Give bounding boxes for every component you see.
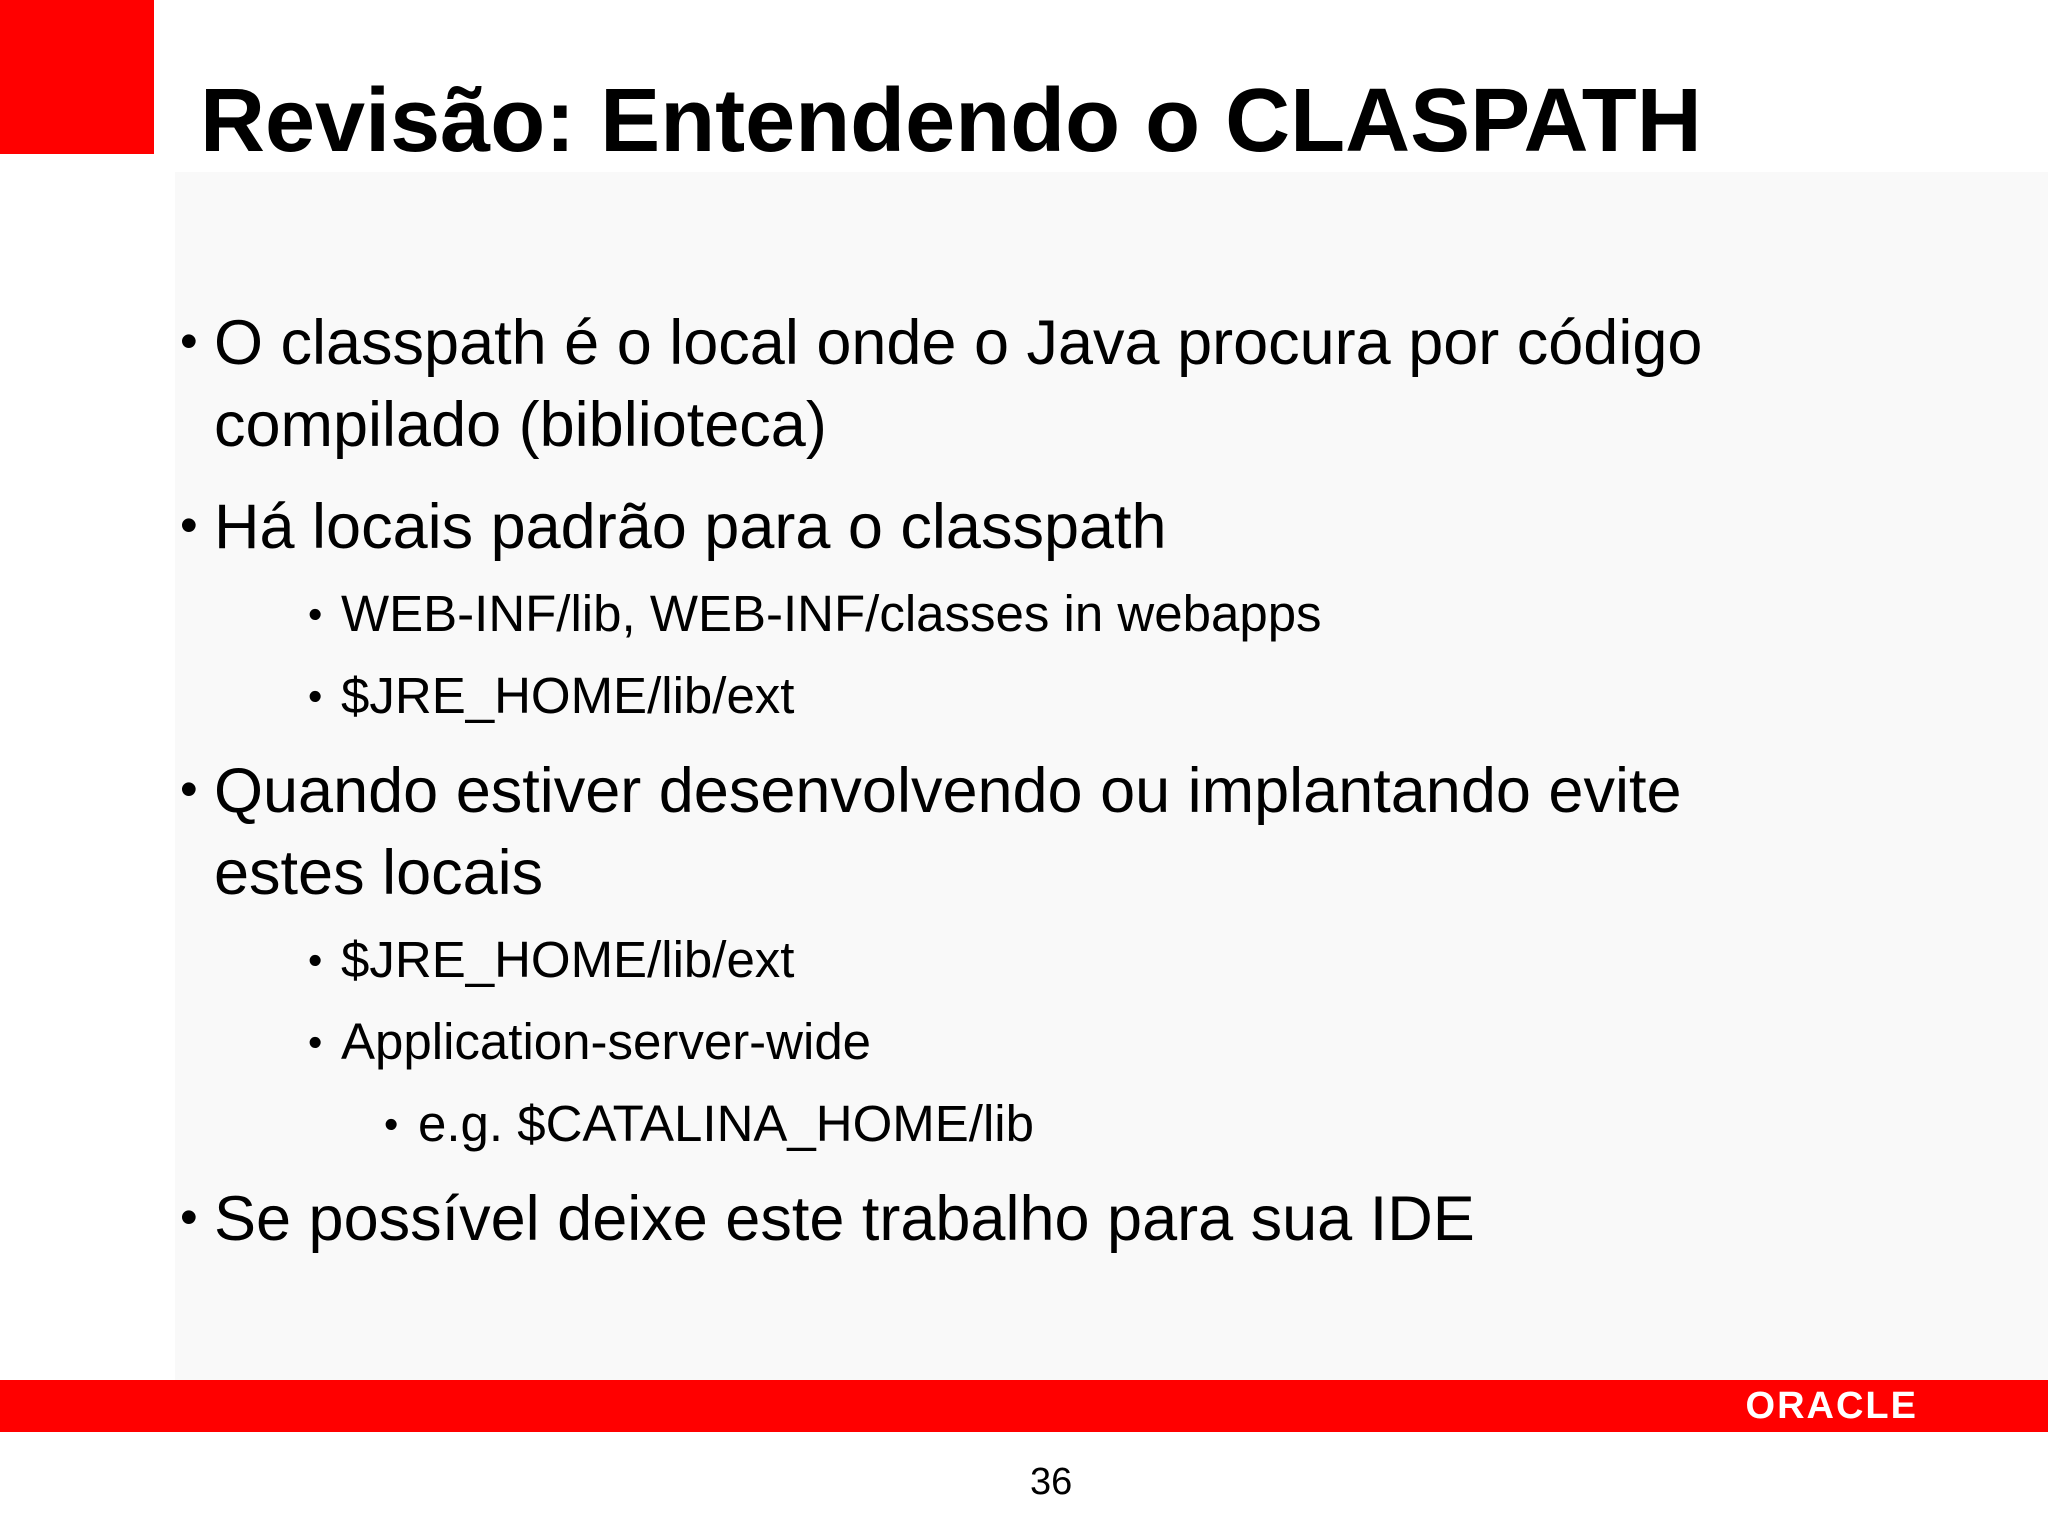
- bullet-text: $JRE_HOME/lib/ext: [341, 931, 795, 988]
- footer-bar: [0, 1380, 2048, 1432]
- sub-bullet-item: [308, 664, 794, 728]
- slide-title: Revisão: Entendendo o CLASPATH: [200, 71, 1702, 171]
- bullet-item: [180, 1178, 1475, 1260]
- oracle-logo: ORACLE: [1745, 1385, 1918, 1427]
- bullet-dot: •: [180, 1188, 198, 1246]
- sub-sub-bullet-item: [384, 1092, 1034, 1156]
- bullet-dot: •: [180, 760, 198, 818]
- bullet-text: Application-server-wide: [341, 1013, 872, 1070]
- bullet-dot: •: [308, 591, 323, 638]
- bullet-text: WEB-INF/lib, WEB-INF/classes in webapps: [341, 585, 1322, 642]
- page-number: 36: [1030, 1461, 1073, 1503]
- bullet-text: e.g. $CATALINA_HOME/lib: [418, 1095, 1034, 1152]
- bullet-dot: •: [180, 496, 198, 554]
- corner-accent-square: [0, 0, 154, 154]
- bullet-text: Se possível deixe este trabalho para sua IDE: [214, 1184, 1475, 1254]
- bullet-dot: •: [308, 673, 323, 720]
- bullet-dot: •: [180, 312, 198, 370]
- bullet-dot: •: [308, 937, 323, 984]
- bullet-text: Há locais padrão para o classpath: [214, 492, 1167, 562]
- bullet-item: [180, 302, 1702, 466]
- bullet-text: Quando estiver desenvolvendo ou implantando evite estes locais: [214, 756, 1682, 908]
- bullet-dot: •: [384, 1101, 399, 1148]
- sub-bullet-item: [308, 928, 794, 992]
- sub-bullet-item: [308, 1010, 871, 1074]
- bullet-text: $JRE_HOME/lib/ext: [341, 667, 795, 724]
- bullet-dot: •: [308, 1019, 323, 1066]
- sub-bullet-item: [308, 582, 1322, 646]
- bullet-item: [180, 750, 1682, 914]
- bullet-item: [180, 486, 1167, 568]
- bullet-text: O classpath é o local onde o Java procura por código compilado (biblioteca): [214, 308, 1703, 460]
